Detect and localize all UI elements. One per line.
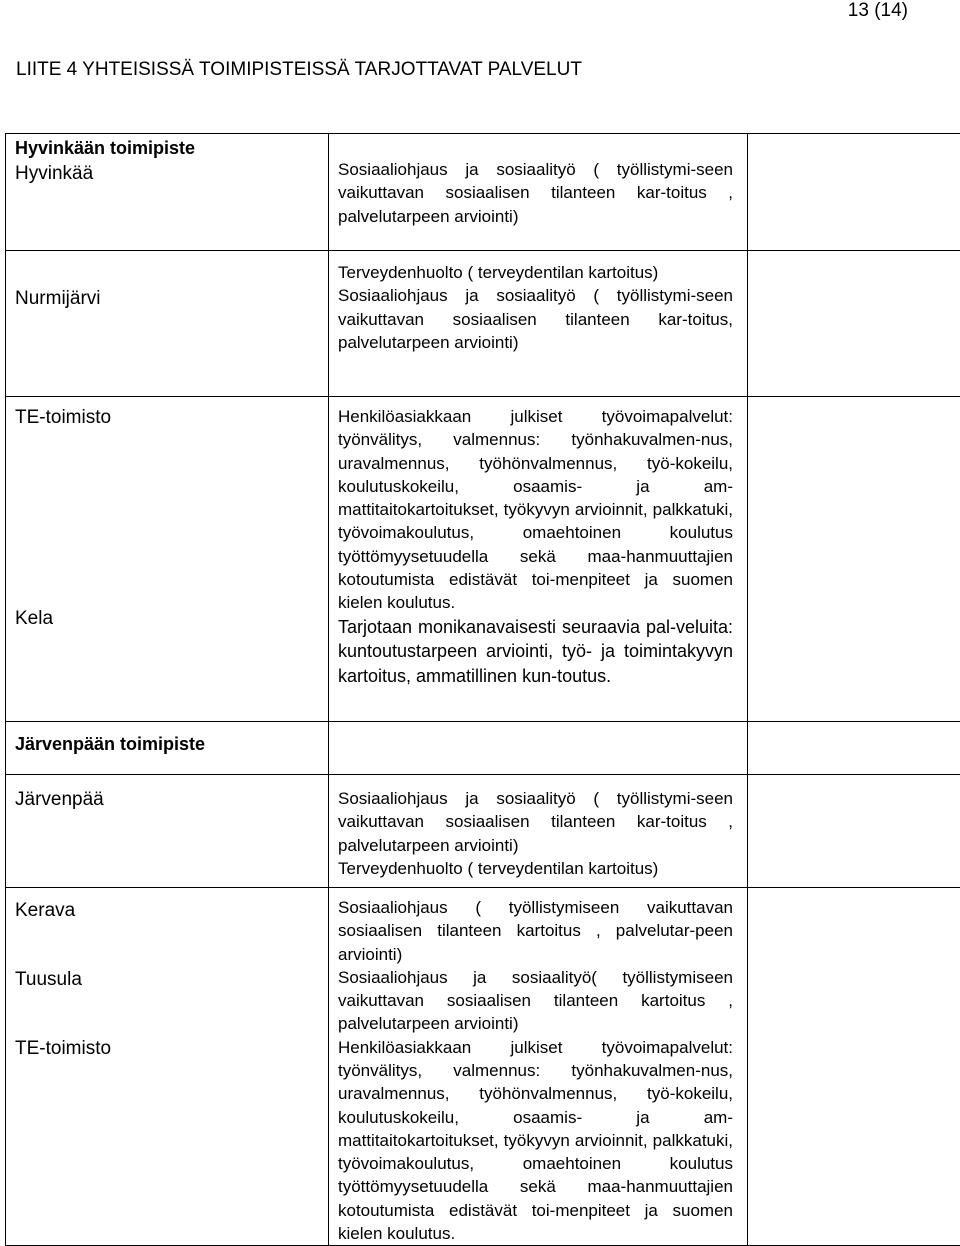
service-text: Sosiaaliohjaus ja sosiaalityö ( työllistymi-seen vaikuttavan sosiaalisen tilanteen kar-toitus, palvelutarpeen arviointi) xyxy=(338,284,733,354)
service-text: Terveydenhuolto ( terveydentilan kartoitus) xyxy=(338,261,733,284)
page-number: 13 (14) xyxy=(848,0,908,22)
section-heading-cell xyxy=(6,134,329,251)
table-row xyxy=(6,775,960,888)
section-heading-cell xyxy=(6,722,329,775)
service-text: Terveydenhuolto ( terveydentilan kartoitus) xyxy=(338,857,733,880)
table-row xyxy=(6,888,960,1246)
empty-cell xyxy=(748,251,960,397)
table-row xyxy=(6,397,960,722)
service-text: Sosiaaliohjaus ( työllistymiseen vaikuttavan sosiaalisen tilanteen kartoitus , palvelutar-peen arviointi) xyxy=(338,896,733,966)
location-te-toimisto-2: TE-toimisto xyxy=(15,1036,320,1062)
location-cell xyxy=(6,251,329,397)
location-cell xyxy=(6,888,329,1246)
location-nurmijarvi: Nurmijärvi xyxy=(15,286,320,312)
location-kerava: Kerava xyxy=(15,898,320,924)
empty-cell xyxy=(748,888,960,1246)
empty-cell xyxy=(329,722,748,775)
empty-cell xyxy=(748,397,960,722)
service-cell xyxy=(329,888,748,1246)
location-te-toimisto: TE-toimisto xyxy=(15,405,320,431)
services-table xyxy=(5,133,960,1246)
service-text: Sosiaaliohjaus ja sosiaalityö ( työllistymi-seen vaikuttavan sosiaalisen tilanteen kar-toitus , palvelutarpeen arviointi) xyxy=(338,158,733,228)
service-text: Tarjotaan monikanavaisesti seuraavia pal-veluita: kuntoutustarpeen arviointi, työ- ja toimintakyvyn kartoitus, ammatillinen kun-toutus. xyxy=(338,615,733,689)
location-cell xyxy=(6,775,329,888)
table-row xyxy=(6,134,960,251)
service-text: Henkilöasiakkaan julkiset työvoimapalvelut: työnvälitys, valmennus: työnhakuvalmen-nus, uravalmennus, työhönvalmennus, työ-kokeilu, koulutuskokeilu, osaamis- ja am-mattitaitokartoitukset, työkyvyn arvioinnit, palkkatuki, työvoimakoulutus, omaehtoinen koulutus työttömyysetuudella sekä maa-hanmuuttajien kotoutumista edistävät toi-menpiteet ja suomen kielen koulutus. xyxy=(338,405,733,615)
page-title: LIITE 4 YHTEISISSÄ TOIMIPISTEISSÄ TARJOTTAVAT PALVELUT xyxy=(16,59,582,81)
service-cell xyxy=(329,251,748,397)
service-text: Henkilöasiakkaan julkiset työvoimapalvelut: työnvälitys, valmennus: työnhakuvalmen-nus, uravalmennus, työhönvalmennus, työ-kokeilu, koulutuskokeilu, osaamis- ja am-mattitaitokartoitukset, työkyvyn arvioinnit, palkkatuki, työvoimakoulutus, omaehtoinen koulutus työttömyysetuudella sekä maa-hanmuuttajien kotoutumista edistävät toi-menpiteet ja suomen kielen koulutus. xyxy=(338,1036,733,1246)
empty-cell xyxy=(748,134,960,251)
table-row xyxy=(6,251,960,397)
section-heading-jarvenpaa: Järvenpään toimipiste xyxy=(15,730,320,757)
service-text: Sosiaaliohjaus ja sosiaalityö ( työllistymi-seen vaikuttavan sosiaalisen tilanteen kar-toitus , palvelutarpeen arviointi) xyxy=(338,787,733,857)
service-cell xyxy=(329,397,748,722)
location-kela: Kela xyxy=(15,606,320,632)
location-jarvenpaa: Järvenpää xyxy=(15,787,320,813)
location-tuusula: Tuusula xyxy=(15,967,320,993)
location-hyvinkaa: Hyvinkää xyxy=(15,161,320,187)
service-cell xyxy=(329,775,748,888)
empty-cell xyxy=(748,722,960,775)
service-cell xyxy=(329,134,748,251)
table-row xyxy=(6,722,960,775)
location-cell xyxy=(6,397,329,722)
service-text: Sosiaaliohjaus ja sosiaalityö( työllistymiseen vaikuttavan sosiaalisen tilanteen kartoitus , palvelutarpeen arviointi) xyxy=(338,966,733,1036)
empty-cell xyxy=(748,775,960,888)
section-heading-hyvinkaa: Hyvinkään toimipiste xyxy=(15,134,320,161)
